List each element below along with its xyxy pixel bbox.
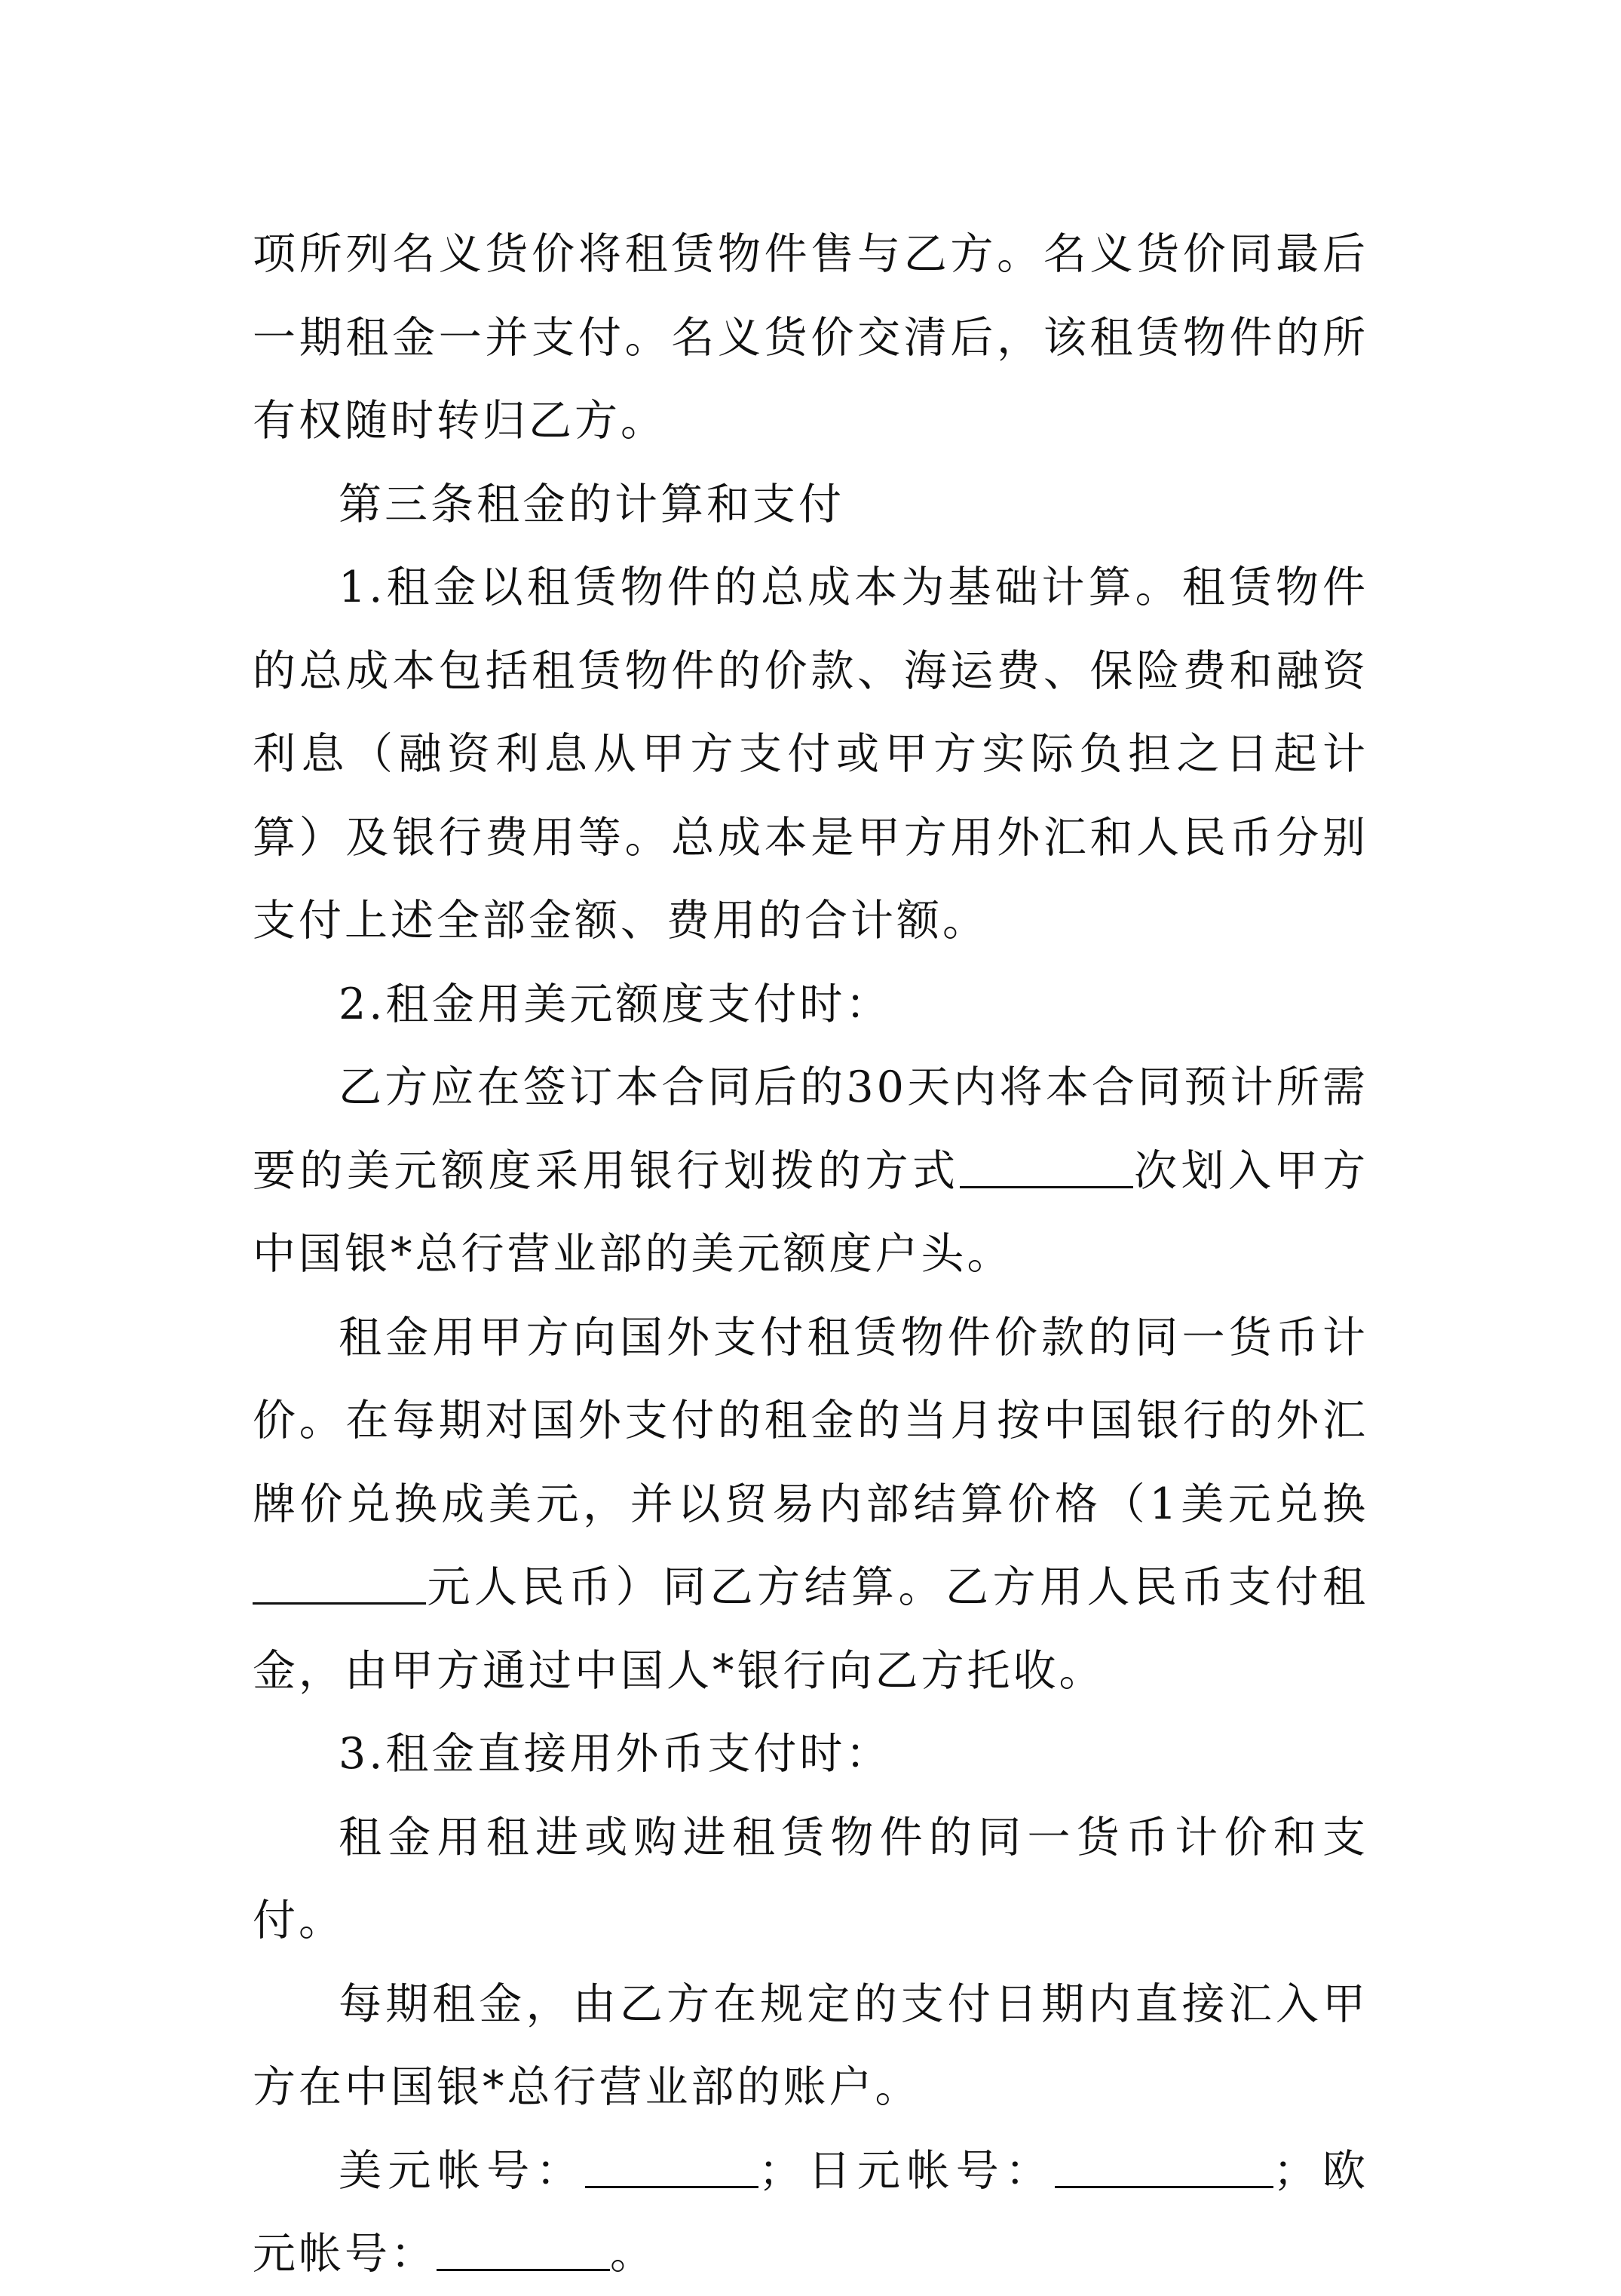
clause-2-heading — [253, 963, 1368, 1047]
heading-text: 第三条租金的计算和支付 — [339, 479, 844, 529]
clause-3-remittance — [253, 1963, 1368, 2129]
paragraph-text: 每期租金，由乙方在规定的支付日期内直接汇入甲方在中国银*总行营业部的账户。 — [253, 1979, 1368, 2112]
heading-text: 3.租金直接用外币支付时： — [339, 1729, 892, 1779]
paragraph-text: 乙方应在签订本合同后的30天内将本合同预计所需要的美元额度采用银行划拨的方式 — [253, 1062, 1368, 1196]
paragraph-text: 元人民币）同乙方结算。乙方用人民币支付租金，由甲方通过中国人*银行向乙方托收。 — [253, 1562, 1368, 1696]
heading-text: 2.租金用美元额度支付时： — [339, 979, 892, 1029]
jpy-account-blank — [1055, 2143, 1273, 2188]
eur-account-blank — [437, 2226, 610, 2271]
installments-blank — [960, 1143, 1133, 1188]
clause-3-currency — [253, 1796, 1368, 1963]
paragraph-text: 次划入甲方中国银*总行营业部的美元额度户头。 — [253, 1145, 1368, 1279]
paragraph-text: 租金用租进或购进租赁物件的同一货币计价和支付。 — [253, 1812, 1368, 1945]
period: 。 — [610, 2229, 656, 2279]
clause-2-usd-quota — [253, 1046, 1368, 1296]
paragraph-text: 1.租金以租赁物件的总成本为基础计算。租赁物件的总成本包括租赁物件的价款、海运费、保险费和融资利息（融资利息从甲方支付或甲方实际负担之日起计算）及银行费用等。总成本是甲方用外汇和人民币分别支付上述全部金额、费用的合计额。 — [253, 563, 1368, 946]
article-three-heading — [253, 463, 1368, 547]
clause-1-total-cost — [253, 546, 1368, 963]
usd-account-label: 美元帐号： — [339, 2145, 586, 2196]
paragraph-text: 租金用甲方向国外支付租赁物件价款的同一货币计价。在每期对国外支付的租金的当月按中国银行的外汇牌价兑换成美元，并以贸易内部结算价格（1美元兑换 — [253, 1312, 1368, 1529]
paragraph-purchase-transfer — [253, 213, 1368, 463]
eur-account-label: 欧元帐号： — [253, 2145, 1369, 2279]
clause-3-heading — [253, 1712, 1368, 1796]
separator: ； — [1273, 2145, 1319, 2196]
exchange-rate-blank — [253, 1559, 426, 1605]
contract-text — [253, 213, 1368, 2296]
account-numbers — [253, 2129, 1368, 2296]
separator: ； — [758, 2145, 805, 2196]
jpy-account-label: 日元帐号： — [804, 2145, 1055, 2196]
paragraph-text: 项所列名义货价将租赁物件售与乙方。名义货价同最后一期租金一并支付。名义货价交清后，该租赁物件的所有权随时转归乙方。 — [253, 229, 1368, 446]
usd-account-blank — [585, 2143, 758, 2188]
clause-2-exchange-rate — [253, 1296, 1368, 1713]
